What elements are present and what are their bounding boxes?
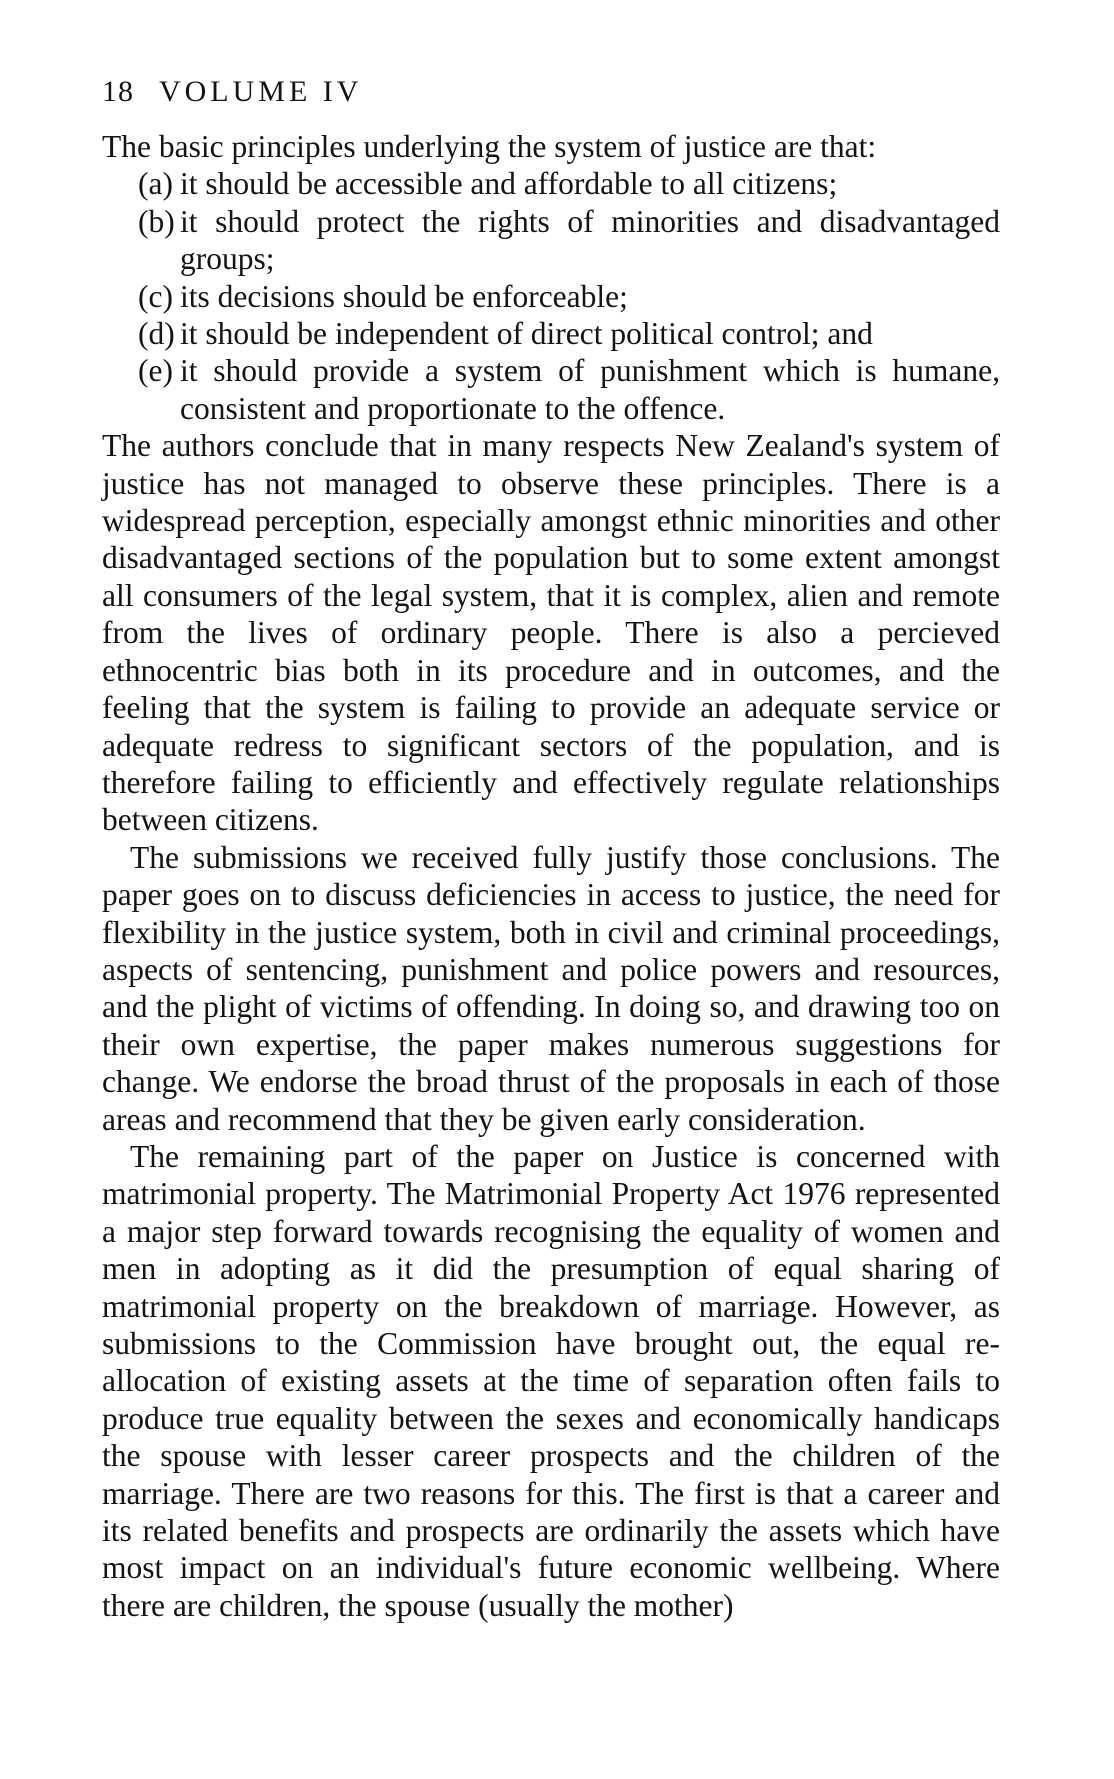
principle-item <box>138 278 1000 315</box>
principles-list <box>102 165 1000 427</box>
body-paragraph-submissions: The submissions we received fully justify those conclusions. The paper goes on to discuss deficiencies in access to justice, the need for flexibility in the justice system, both in civil and criminal proceedings, aspects of sentencing, punishment and police powers and resources, and the plight of victims of offending. In doing so, and drawing too on their own expertise, the paper makes numerous suggestions for change. We endorse the broad thrust of the proposals in each of those areas and recommend that they be given early consideration. <box>102 839 1000 1137</box>
principle-text: it should provide a system of punishment which is humane, consistent and proportionate to the offence. <box>180 353 1000 426</box>
principle-item <box>138 203 1000 278</box>
list-marker: (c) <box>138 278 173 314</box>
principle-text: its decisions should be enforceable; <box>180 278 628 314</box>
list-marker: (d) <box>138 316 175 352</box>
page-number: 18 <box>102 75 134 108</box>
document-page <box>102 72 1000 1624</box>
principle-item <box>138 352 1000 427</box>
intro-sentence: The basic principles underlying the system of justice are that: <box>102 129 877 164</box>
body-paragraph-matrimonial-property: The remaining part of the paper on Justice is concerned with matrimonial property. The Matrimonial Property Act 1976 represented a major step forward towards recognising the equality of women and men in adopting as it did the presumption of equal sharing of matrimonial property on the breakdown of marriage. However, as submissions to the Commission have brought out, the equal re-allocation of existing assets at the time of separation often fails to produce true equality between the sexes and economically handicaps the spouse with lesser career prospects and the children of the marriage. There are two reasons for this. The first is that a career and its related benefits and prospects are ordinarily the assets which have most impact on an individual's future economic wellbeing. Where there are children, the spouse (usually the mother) <box>102 1138 1000 1623</box>
principle-text: it should be independent of direct political control; and <box>180 316 873 352</box>
body-paragraph-conclusions: The authors conclude that in many respects New Zealand's system of justice has not managed to observe these principles. There is a widespread perception, especially amongst ethnic minorities and other disadvantaged sections of the population but to some extent amongst all consumers of the legal system, that it is complex, alien and remote from the lives of ordinary people. There is also a percieved ethnocentric bias both in its procedure and in outcomes, and the feeling that the system is failing to provide an adequate service or adequate redress to significant sectors of the population, and is therefore failing to efficiently and effectively regulate relationships between citizens. <box>102 428 1000 838</box>
principle-item <box>138 315 1000 352</box>
list-marker: (b) <box>138 203 175 239</box>
principle-text: it should be accessible and affordable to all citizens; <box>180 166 838 202</box>
running-head <box>102 72 1000 112</box>
volume-title: VOLUME IV <box>158 75 363 108</box>
principle-item <box>138 165 1000 202</box>
list-marker: (a) <box>138 166 173 202</box>
list-marker: (e) <box>138 353 173 389</box>
principle-text: it should protect the rights of minorities and disadvantaged groups; <box>180 203 1000 277</box>
